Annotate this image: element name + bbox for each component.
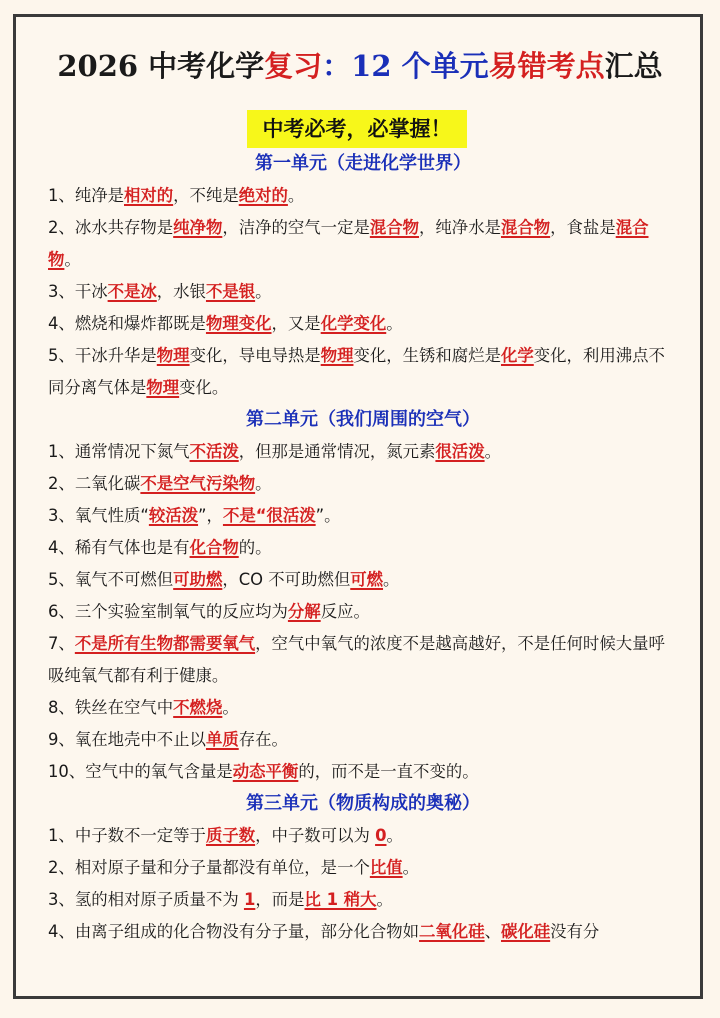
item-text: 6、三个实验室制氧气的反应均为 [48,602,288,621]
item-text: ，CO 不可助燃但 [222,570,351,589]
highlighted-term: 可燃 [350,570,384,589]
item-text: 8、铁丝在空气中 [48,698,174,717]
item-text: 。 [64,250,81,269]
item-text: 2、冰水共存物是 [48,218,174,237]
highlighted-term: 不燃烧 [173,698,223,717]
item-text: ，不纯是 [173,186,239,205]
highlighted-term: 单质 [205,730,239,749]
item-text: 3、氢的相对原子质量不为 [48,890,244,909]
item-text: ”， [198,506,223,525]
highlighted-term: 绝对的 [238,186,288,205]
highlighted-term: 二氧化硅 [419,922,485,941]
highlighted-term: 混合物 [48,218,649,269]
item-text: ，又是 [271,314,321,333]
list-item [48,692,678,724]
unit-heading: 第一单元（走进化学世界） [255,153,471,174]
highlighted-term: 1 [243,890,256,909]
list-item [48,500,678,532]
list-item [48,596,678,628]
item-text: 2、相对原子量和分子量都没有单位，是一个 [48,858,370,877]
item-text: ，水银 [156,282,206,301]
list-item [48,756,678,788]
highlighted-term: 不活泼 [189,442,239,461]
highlighted-term: 比值 [369,858,403,877]
title-part-4: 易错考点 [488,49,605,83]
highlighted-term: 较活泼 [148,506,199,525]
unit-heading: 第二单元（我们周围的空气） [246,409,480,430]
highlighted-term: 比 1 稍大 [304,890,377,909]
list-item [48,532,678,564]
highlighted-term: 动态平衡 [232,762,299,781]
item-text: ，而是 [255,890,305,909]
highlighted-term: 混合物 [369,218,420,237]
item-text: ，中子数可以为 [255,826,376,845]
title-part-2: 复习 [264,49,323,83]
item-text: 。 [255,282,272,301]
item-text: 5、氧气不可燃但 [48,570,174,589]
list-item [48,180,678,212]
item-text: 变化，利用沸点不同分离气体是 [48,346,665,397]
highlighted-term: 化合物 [189,538,239,557]
item-text: 2、二氧化碳 [48,474,141,493]
highlighted-term: 碳化硅 [500,922,551,941]
item-text: 3、干冰 [48,282,108,301]
highlighted-term: 物理 [156,346,190,365]
item-text: 。 [287,186,305,205]
item-text: 。 [383,570,400,589]
item-text: 变化，导电导热是 [189,346,321,365]
item-text: ，空气中氧气的浓度不是越高越好，不是任何时候大量呼吸纯氧气都有利于健康。 [48,634,665,685]
list-item [48,276,678,308]
highlighted-term: 不是银 [205,282,256,301]
list-item [48,308,678,340]
list-item [48,468,678,500]
item-text: 1、通常情况下氮气 [48,442,190,461]
item-text: 4、由离子组成的化合物没有分子量，部分化合物如 [48,922,420,941]
item-text: ”。 [315,506,341,525]
content-area [48,148,678,948]
list-item [48,340,678,404]
item-text: 1、中子数不一定等于 [48,826,206,845]
page-title [0,44,720,85]
highlighted-term: 不是“很活泼 [222,506,316,525]
list-item [48,564,678,596]
item-text: 的。 [238,538,272,557]
highlighted-term: 分解 [287,602,321,621]
item-text: 。 [376,890,393,909]
highlighted-term: 相对的 [124,186,174,205]
item-text: 。 [222,698,239,717]
highlighted-term: 可助燃 [173,570,223,589]
highlighted-term: 0 [375,826,387,845]
title-part-3: ：12 个单元 [322,49,489,83]
item-text: 4、燃烧和爆炸都既是 [48,314,206,333]
highlighted-term: 物理 [146,378,180,397]
item-text: ，但那是通常情况，氮元素 [238,442,436,461]
item-text: 7、 [48,634,75,653]
list-item [48,852,678,884]
list-item [48,436,678,468]
highlight-banner: 中考必考，必掌握！ [247,110,467,148]
item-text: 10、空气中的氧气含量是 [48,762,233,781]
item-text: 反应。 [320,602,370,621]
highlighted-term: 混合物 [500,218,551,237]
item-text: 1、纯净是 [48,186,124,205]
item-text: ，纯净水是 [419,218,501,237]
item-text: 5、干冰升华是 [48,346,157,365]
item-text: 。 [402,858,420,877]
item-text: 变化。 [179,378,229,397]
highlighted-term: 质子数 [205,826,256,845]
list-item [48,724,678,756]
highlighted-term: 不是所有生物都需要氧气 [74,634,256,653]
highlighted-term: 物理 [320,346,354,365]
list-item [48,212,678,276]
item-text: 变化，生锈和腐烂是 [353,346,501,365]
item-text: 存在。 [238,730,288,749]
highlighted-term: 不是冰 [107,282,157,301]
item-text: ，洁净的空气一定是 [222,218,370,237]
list-item [48,916,678,948]
list-item [48,628,678,692]
title-part-1: 2026 中考化学 [57,49,265,83]
highlighted-term: 纯净物 [173,218,223,237]
item-text: 。 [255,474,272,493]
item-text: 3、氧气性质“ [48,506,149,525]
item-text: 。 [386,314,403,333]
highlighted-term: 物理变化 [205,314,272,333]
item-text: ，食盐是 [550,218,616,237]
item-text: 9、氧在地壳中不止以 [48,730,206,749]
list-item [48,820,678,852]
highlighted-term: 很活泼 [435,442,485,461]
item-text: 的，而不是一直不变的。 [298,762,479,781]
highlighted-term: 化学变化 [320,314,387,333]
item-text: 没有分 [550,922,600,941]
list-item [48,884,678,916]
title-part-5: 汇总 [604,49,663,83]
item-text: 。 [484,442,501,461]
item-text: 4、稀有气体也是有 [48,538,190,557]
highlighted-term: 不是空气污染物 [140,474,256,493]
highlighted-term: 化学 [500,346,534,365]
item-text: 、 [484,922,501,941]
unit-heading: 第三单元（物质构成的奥秘） [246,793,480,814]
item-text: 。 [386,826,403,845]
